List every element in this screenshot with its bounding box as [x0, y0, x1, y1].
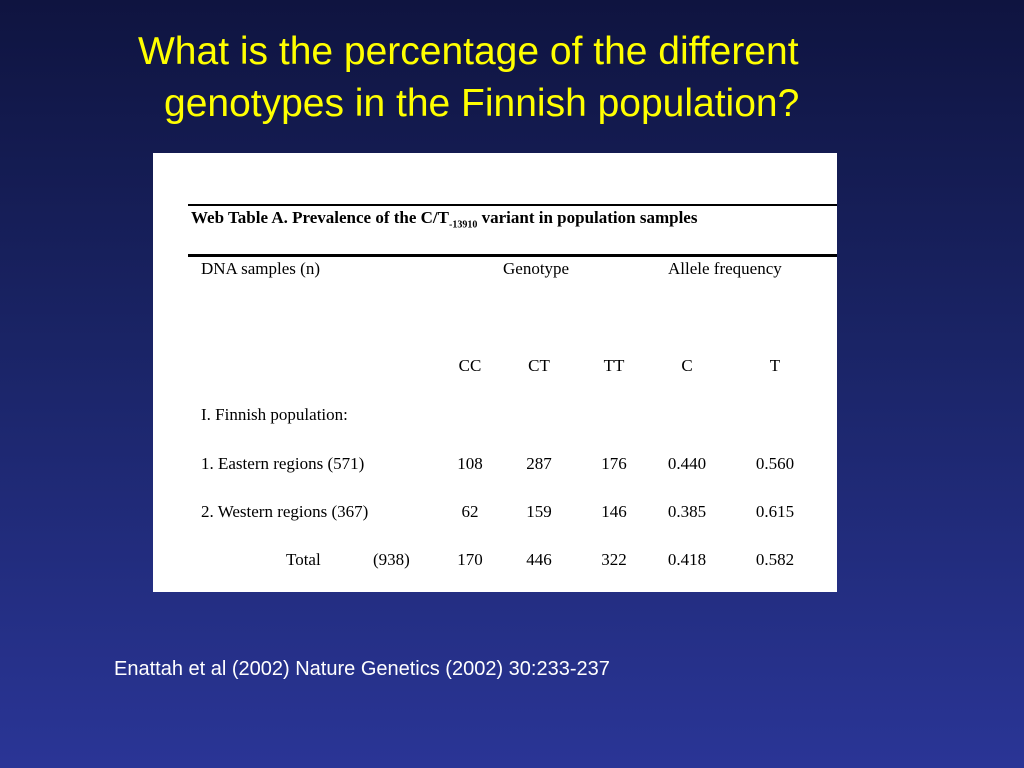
cell-cc: 108: [457, 454, 483, 473]
table-caption-prefix: Web Table A. Prevalence of the C/T: [191, 208, 449, 227]
sub-header-t: T: [769, 356, 781, 375]
caption-top-rule: [188, 204, 837, 206]
table-caption: [191, 208, 697, 230]
total-cc: 170: [457, 550, 483, 569]
total-tt: 322: [601, 550, 627, 569]
total-n: (938): [373, 550, 410, 569]
cell-tt: 176: [601, 454, 627, 473]
header-rule: [188, 254, 837, 257]
citation: Enattah et al (2002) Nature Genetics (2002) 30:233-237: [114, 658, 610, 680]
cell-cc: 62: [461, 502, 479, 521]
cell-t: 0.560: [755, 454, 795, 473]
col-header-genotype: Genotype: [503, 259, 570, 278]
table-image-panel: [153, 153, 837, 592]
cell-t: 0.615: [755, 502, 795, 521]
total-ct: 446: [526, 550, 552, 569]
table-caption-suffix: variant in population samples: [477, 208, 698, 227]
col-header-samples: DNA samples (n): [201, 259, 320, 278]
table-caption-subscript: -13910: [449, 219, 478, 231]
sub-header-ct: CT: [528, 356, 550, 375]
row-label: 1. Eastern regions (571): [201, 454, 365, 473]
section-label: I. Finnish population:: [201, 405, 348, 424]
total-label: Total: [286, 550, 321, 569]
total-c: 0.418: [667, 550, 707, 569]
cell-c: 0.440: [667, 454, 707, 473]
cell-ct: 287: [526, 454, 552, 473]
sub-header-c: C: [681, 356, 693, 375]
slide-title-line-2: genotypes in the Finnish population?: [164, 82, 800, 125]
total-t: 0.582: [755, 550, 795, 569]
sub-header-tt: TT: [603, 356, 625, 375]
row-label: 2. Western regions (367): [201, 502, 369, 521]
cell-tt: 146: [601, 502, 627, 521]
cell-c: 0.385: [667, 502, 707, 521]
col-header-allele-frequency: Allele frequency: [668, 259, 782, 278]
slide-title-line-1: What is the percentage of the different: [138, 30, 799, 73]
cell-ct: 159: [526, 502, 552, 521]
sub-header-cc: CC: [458, 356, 482, 375]
